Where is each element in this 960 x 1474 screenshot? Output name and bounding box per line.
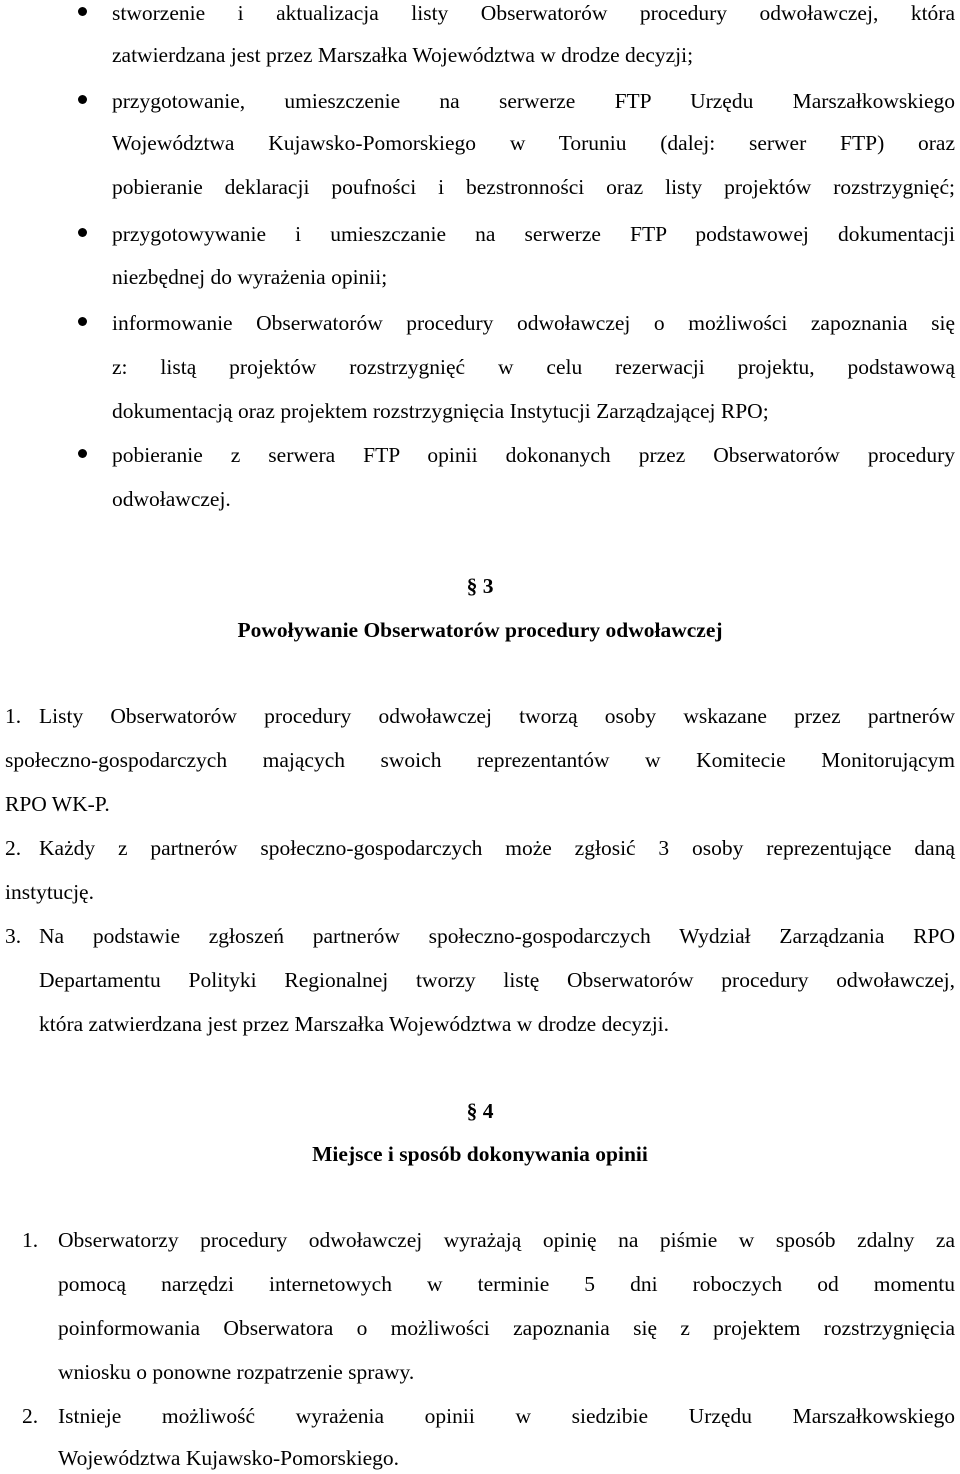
list-item-line: stworzenie i aktualizacja listy Obserwatorów procedury odwoławczej, która [112,1,955,25]
bullet-icon [78,95,87,104]
list-item-line: instytucję. [5,880,94,904]
list-item-line: zatwierdzana jest przez Marszałka Województwa w drodze decyzji; [112,43,694,67]
list-item-line: Departamentu Polityki Regionalnej tworzy listę Obserwatorów procedury odwoławczej, [39,968,955,992]
item-number: 1. [22,1228,39,1252]
section-number: § 4 [466,1099,494,1123]
bullet-icon [78,449,87,458]
list-item-line: Każdy z partnerów społeczno-gospodarczych może zgłosić 3 osoby reprezentujące daną [39,836,955,860]
list-item-line: poinformowania Obserwatora o możliwości zapoznania się z projektem rozstrzygnięcia [58,1316,955,1340]
list-item-line: Listy Obserwatorów procedury odwoławczej tworzą osoby wskazane przez partnerów [39,704,955,728]
section-title: Powoływanie Obserwatorów procedury odwoławczej [237,618,723,642]
list-item-line: przygotowanie, umieszczenie na serwerze FTP Urzędu Marszałkowskiego [112,89,955,113]
list-item-line: Istnieje możliwość wyrażenia opinii w siedzibie Urzędu Marszałkowskiego [58,1404,955,1428]
list-item-line: z: listą projektów rozstrzygnięć w celu rezerwacji projektu, podstawową [112,355,955,379]
item-number: 2. [22,1404,39,1428]
section-number: § 3 [466,574,494,598]
item-number: 1. [5,704,22,728]
list-item-line: która zatwierdzana jest przez Marszałka Województwa w drodze decyzji. [39,1012,670,1036]
section-title: Miejsce i sposób dokonywania opinii [312,1142,648,1166]
list-item-line: pobieranie deklaracji poufności i bezstronności oraz listy projektów rozstrzygnięć; [112,175,955,199]
list-item-line: niezbędnej do wyrażenia opinii; [112,265,388,289]
list-item-line: Obserwatorzy procedury odwoławczej wyrażają opinię na piśmie w sposób zdalny za [58,1228,955,1252]
list-item-line: społeczno-gospodarczych mających swoich reprezentantów w Komitecie Monitorującym [5,748,955,772]
list-item-line: pobieranie z serwera FTP opinii dokonanych przez Obserwatorów procedury [112,443,955,467]
list-item-line: informowanie Obserwatorów procedury odwoławczej o możliwości zapoznania się [112,311,955,335]
bullet-icon [78,228,87,237]
list-item-line: Na podstawie zgłoszeń partnerów społeczno-gospodarczych Wydział Zarządzania RPO [39,924,955,948]
list-item-line: odwoławczej. [112,487,231,511]
list-item-line: przygotowywanie i umieszczanie na serwerze FTP podstawowej dokumentacji [112,222,955,246]
list-item-line: wniosku o ponowne rozpatrzenie sprawy. [58,1360,415,1384]
list-item-line: dokumentacją oraz projektem rozstrzygnięcia Instytucji Zarządzającej RPO; [112,399,769,423]
list-item-line: Województwa Kujawsko-Pomorskiego. [58,1446,400,1470]
bullet-icon [78,317,87,326]
item-number: 3. [5,924,22,948]
list-item-line: Województwa Kujawsko-Pomorskiego w Toruniu (dalej: serwer FTP) oraz [112,131,955,155]
item-number: 2. [5,836,22,860]
list-item-line: RPO WK-P. [5,792,110,816]
bullet-icon [78,7,87,16]
list-item-line: pomocą narzędzi internetowych w terminie 5 dni roboczych od momentu [58,1272,955,1296]
